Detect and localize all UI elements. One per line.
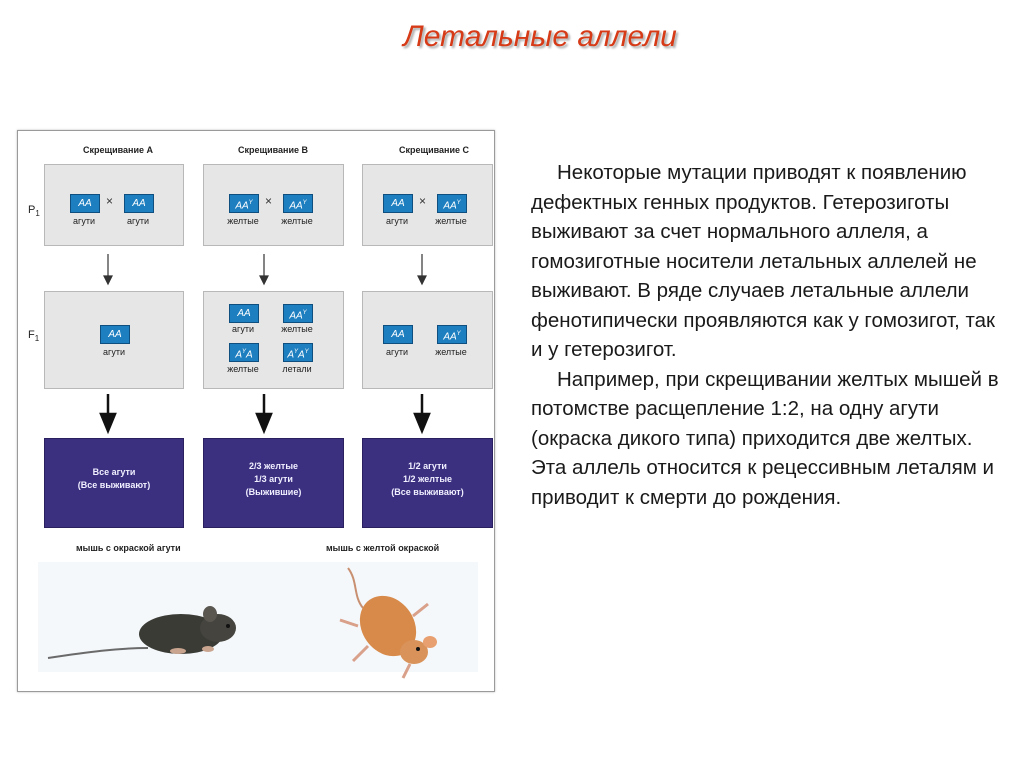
slide-title: Летальные аллели [403, 20, 677, 53]
phenotype-label: желтые [281, 216, 313, 226]
cross-b-header: Скрещивание В [237, 145, 309, 155]
genotype-badge: AA [70, 194, 100, 213]
phenotype-label: желтые [435, 347, 467, 357]
mice-illustration [18, 556, 494, 686]
description-text [531, 158, 1001, 512]
result-line: 1/3 агути [254, 474, 293, 484]
cross-b-result-box [203, 438, 344, 528]
phenotype-label: агути [386, 347, 408, 357]
genotype-badge: $A^YA$ [229, 343, 259, 362]
phenotype-label: агути [103, 347, 125, 357]
phenotype-label: желтые [227, 364, 259, 374]
result-line: (Выжившие) [245, 487, 302, 497]
f1-row-label: $F_1$ [28, 329, 40, 344]
genotype-badge: AA [383, 194, 413, 213]
genotype-badge: AA [229, 304, 259, 323]
cross-a-f1-box [44, 291, 184, 389]
phenotype-label: летали [282, 364, 312, 374]
result-line: (Все выживают) [77, 480, 151, 490]
result-line: 1/2 агути [408, 461, 447, 471]
result-line: 1/2 желтые [402, 474, 453, 484]
genotype-badge: $A^YA^Y$ [283, 343, 313, 362]
cross-symbol: × [265, 194, 273, 208]
phenotype-label: желтые [281, 324, 313, 334]
phenotype-label: агути [127, 216, 149, 226]
genotype-badge: $AA^Y$ [283, 304, 313, 323]
description-paragraph-1: Некоторые мутации приводят к появлению дефектных генных продуктов. Гетерозиготы выживают за счет нормального аллеля, а гомозиготные носители летальных аллелей не выживают. В ряде случаев летальные аллели фенотипически проявляются как у гомозигот, так и у гетерозигот. [531, 161, 995, 361]
lethal-alleles-diagram [17, 130, 495, 692]
genotype-badge: AA [124, 194, 154, 213]
cross-c-f1-box [362, 291, 493, 389]
phenotype-label: агути [73, 216, 95, 226]
result-line: (Все выживают) [391, 487, 464, 497]
cross-a-header: Скрещивание А [82, 145, 154, 155]
genotype-badge: $AA^Y$ [437, 325, 467, 344]
description-paragraph-2: Например, при скрещивании желтых мышей в потомстве расщепление 1:2, на одну агути (окраска дикого типа) приходится две желтых. Эта аллель относится к рецессивным леталям и приводит к смерти до рождения. [531, 367, 999, 509]
p1-row-label: $P_1$ [28, 204, 40, 219]
phenotype-label: желтые [435, 216, 467, 226]
phenotype-label: агути [386, 216, 408, 226]
cross-a-result-box [44, 438, 184, 528]
cross-b-f1-box [203, 291, 344, 389]
result-line: 2/3 желтые [248, 461, 299, 471]
genotype-badge: AA [383, 325, 413, 344]
cross-c-result-box [362, 438, 493, 528]
result-line: Все агути [92, 467, 136, 477]
thick-arrows [18, 386, 494, 446]
phenotype-label: желтые [227, 216, 259, 226]
genotype-badge: $AA^Y$ [437, 194, 467, 213]
agouti-mouse-caption: мышь с окраской агути [76, 543, 181, 553]
genotype-badge: AA [100, 325, 130, 344]
cross-symbol: × [106, 194, 114, 208]
cross-c-header: Скрещивание С [398, 145, 470, 155]
yellow-mouse-caption: мышь с желтой окраской [326, 543, 440, 553]
genotype-badge: $AA^Y$ [283, 194, 313, 213]
phenotype-label: агути [232, 324, 254, 334]
cross-symbol: × [419, 194, 427, 208]
genotype-badge: $AA^Y$ [229, 194, 259, 213]
